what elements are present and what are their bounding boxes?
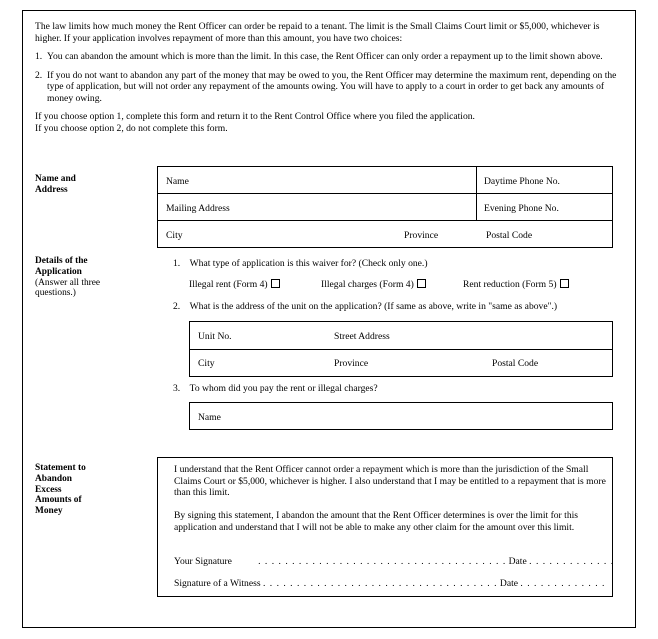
choice-1-text: If you choose option 1, complete this form and return it to the Rent Control Office where you filed the application. [35,111,475,122]
statement-paragraph-2: By signing this statement, I abandon the amount that the Rent Officer determines is over the limit for this application and understand that I will not be able to make any other claim for the amount over this limit. [174,510,579,533]
name-address-box [157,166,613,248]
option-1 [35,51,625,63]
name-row [158,167,612,194]
unit-address-box [189,321,613,377]
mailing-address-field[interactable]: Mailing Address [166,203,230,214]
mailing-row [158,194,612,221]
name-field[interactable]: Name [166,176,189,187]
daytime-phone-field[interactable]: Daytime Phone No. [484,176,560,187]
question-1: 1. What type of application is this waiver for? (Check only one.) [173,258,428,269]
street-address-field[interactable]: Street Address [334,331,390,342]
evening-phone-field[interactable]: Evening Phone No. [484,203,559,214]
rent-reduction-checkbox[interactable] [560,279,569,288]
intro-section [35,21,625,134]
witness-signature-line[interactable]: Signature of a Witness . . . . . . . . . . . . . . . . . . . . . . . . . . . . . . . . . . . Date . . . . . . . . . . . . . [174,578,606,589]
option-1-text: You can abandon the amount which is more than the limit. In this case, the Rent Officer can only order a repayment up to the limit shown above. [47,51,603,62]
illegal-charges-checkbox[interactable] [417,279,426,288]
option-illegal-rent[interactable]: Illegal rent (Form 4) [189,279,280,291]
question-2: 2. What is the address of the unit on the application? (If same as above, write in "same as above".) [173,301,558,312]
unit-province-field[interactable]: Province [334,358,369,369]
city-row [158,221,612,247]
statement-paragraph-1: I understand that the Rent Officer cannot order a repayment which is more than the jurisdiction of the Small Claims Court or $5,000, whichever is higher. I also understand that I may be entitled to a repayment that is more than this limit. [174,464,606,498]
option-rent-reduction[interactable]: Rent reduction (Form 5) [463,279,569,291]
option-2 [35,70,625,105]
option-1-number: 1. [35,51,43,62]
choice-2-text: If you choose option 2, do not complete this form. [35,122,228,134]
option-2-number: 2. [35,69,43,81]
option-illegal-charges[interactable]: Illegal charges (Form 4) [321,279,426,291]
unit-postal-code-field[interactable]: Postal Code [492,358,539,369]
your-signature-line[interactable]: Your Signature . . . . . . . . . . . . . . . . . . . . . . . . . . . . . . . . . . . . . Date . . . . . . . . . . . . . [174,556,615,567]
form-page [22,10,636,628]
payee-name-field[interactable]: Name [198,412,221,423]
unit-city-field[interactable]: City [198,358,215,369]
details-label: Details of the Application (Answer all three questions.) [35,256,101,299]
province-field[interactable]: Province [404,230,439,241]
postal-code-field[interactable]: Postal Code [486,230,533,241]
name-address-label: Name and Address [35,174,76,195]
statement-box [157,457,613,597]
intro-paragraph: The law limits how much money the Rent Officer can order be repaid to a tenant. The limit is the Small Claims Court limit or $5,000, whichever is higher. If your application involves repayment of more than this amount, you have two choices: [35,21,600,44]
option-2-text: If you do not want to abandon any part of the money that may be owed to you, the Rent Officer may determine the maximum rent, depending on the type of application, but will not order any repayment of the amounts owing. You will have to apply to a court in order to get back any amounts of money owing. [47,69,617,104]
payee-box [189,402,613,430]
question-3: 3. To whom did you pay the rent or illegal charges? [173,383,378,394]
statement-label: Statement to Abandon Excess Amounts of Money [35,463,86,517]
unit-no-field[interactable]: Unit No. [198,331,232,342]
city-field[interactable]: City [166,230,183,241]
illegal-rent-checkbox[interactable] [271,279,280,288]
